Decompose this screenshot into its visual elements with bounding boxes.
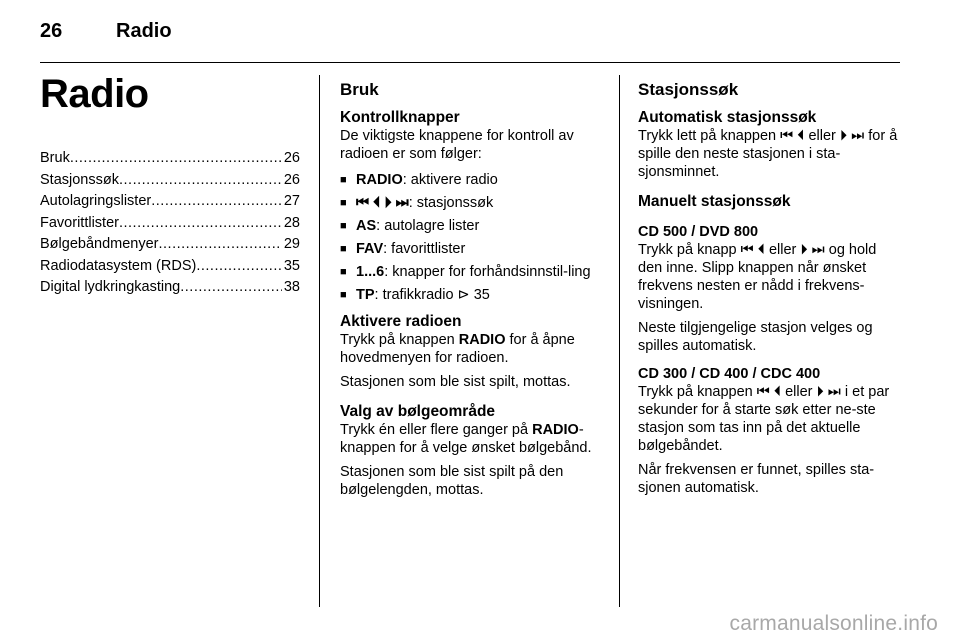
control-button-list [340, 171, 606, 304]
table-of-contents [40, 148, 300, 299]
paragraph: Neste tilgjengelige stasjon velges og spilles automatisk. [638, 320, 873, 354]
toc-entry[interactable]: Radiodatasystem (RDS) ..... 35 [40, 256, 300, 278]
paragraph: Trykk på knappen ⏮ ⏴ eller ⏵ ⏭ i et par sekunder for å starte søk etter ne-ste stasjon som tas inn på det aktuelle bølgebåndet. [638, 384, 890, 454]
subheading-manuelt-stasjonssok: Manuelt stasjonssøk [638, 193, 791, 210]
section-heading-bruk: Bruk [340, 80, 379, 99]
toc-entry[interactable]: Favorittlister ..... 28 [40, 213, 300, 235]
paragraph: Stasjonen som ble sist spilt, mottas. [340, 374, 571, 390]
page-number: 26 [40, 20, 63, 42]
subheading-kontrollknapper: Kontrollknapper [340, 109, 460, 126]
watermark[interactable]: carmanualsonline.info [729, 612, 938, 635]
toc-entry[interactable]: Stasjonssøk ..... 26 [40, 170, 300, 192]
list-item: ■ ⏮ ⏴ ⏵ ⏭: stasjonssøk [340, 194, 606, 212]
subheading-automatisk-stasjonssok: Automatisk stasjonssøk [638, 109, 817, 126]
toc-entry[interactable]: Bølgebåndmenyer ..... 29 [40, 234, 300, 256]
list-item: ■ TP: trafikkradio ⊳ 35 [340, 286, 606, 304]
paragraph: Trykk på knapp ⏮ ⏴ eller ⏵ ⏭ og hold den inne. Slipp knappen når ønsket frekvens nesten er nådd i frekvens-visningen. [638, 242, 877, 312]
running-header: Radio [116, 20, 172, 42]
section-heading-stasjonssok: Stasjonssøk [638, 80, 739, 99]
paragraph: Stasjonen som ble sist spilt på den bølgelengden, mottas. [340, 464, 564, 498]
model-label: CD 300 / CD 400 / CDC 400 [638, 366, 821, 382]
column-divider [619, 75, 620, 607]
subheading-aktivere-radioen: Aktivere radioen [340, 313, 462, 330]
toc-entry[interactable]: Autolagringslister ..... 27 [40, 191, 300, 213]
toc-entry[interactable]: Digital lydkringkasting ..... 38 [40, 277, 300, 299]
list-item: ■ AS: autolagre lister [340, 217, 606, 235]
list-item: ■ 1...6: knapper for forhåndsinnstil-ling [340, 263, 606, 281]
column-divider [319, 75, 320, 607]
subheading-valg-av-bolgeomrade: Valg av bølgeområde [340, 403, 496, 420]
model-label: CD 500 / DVD 800 [638, 224, 759, 240]
toc-entry[interactable]: Bruk ..... 26 [40, 148, 300, 170]
column-stasjonssok [638, 80, 904, 503]
paragraph: Trykk på knappen RADIO for å åpne hovedmenyen for radioen. [340, 332, 575, 366]
list-item: ■ RADIO: aktivere radio [340, 171, 606, 189]
header-rule [40, 62, 900, 63]
list-item: ■ FAV: favorittlister [340, 240, 606, 258]
paragraph: Når frekvensen er funnet, spilles sta-sjonen automatisk. [638, 462, 875, 496]
paragraph: Trykk lett på knappen ⏮ ⏴ eller ⏵ ⏭ for å spille den neste stasjonen i sta-sjonsminnet. [638, 128, 898, 180]
chapter-title: Radio [40, 72, 149, 116]
kontroll-intro: De viktigste knappene for kontroll av radioen er som følger: [340, 128, 574, 162]
column-bruk [340, 80, 606, 505]
paragraph: Trykk én eller flere ganger på RADIO-knappen for å velge ønsket bølgebånd. [340, 422, 592, 456]
